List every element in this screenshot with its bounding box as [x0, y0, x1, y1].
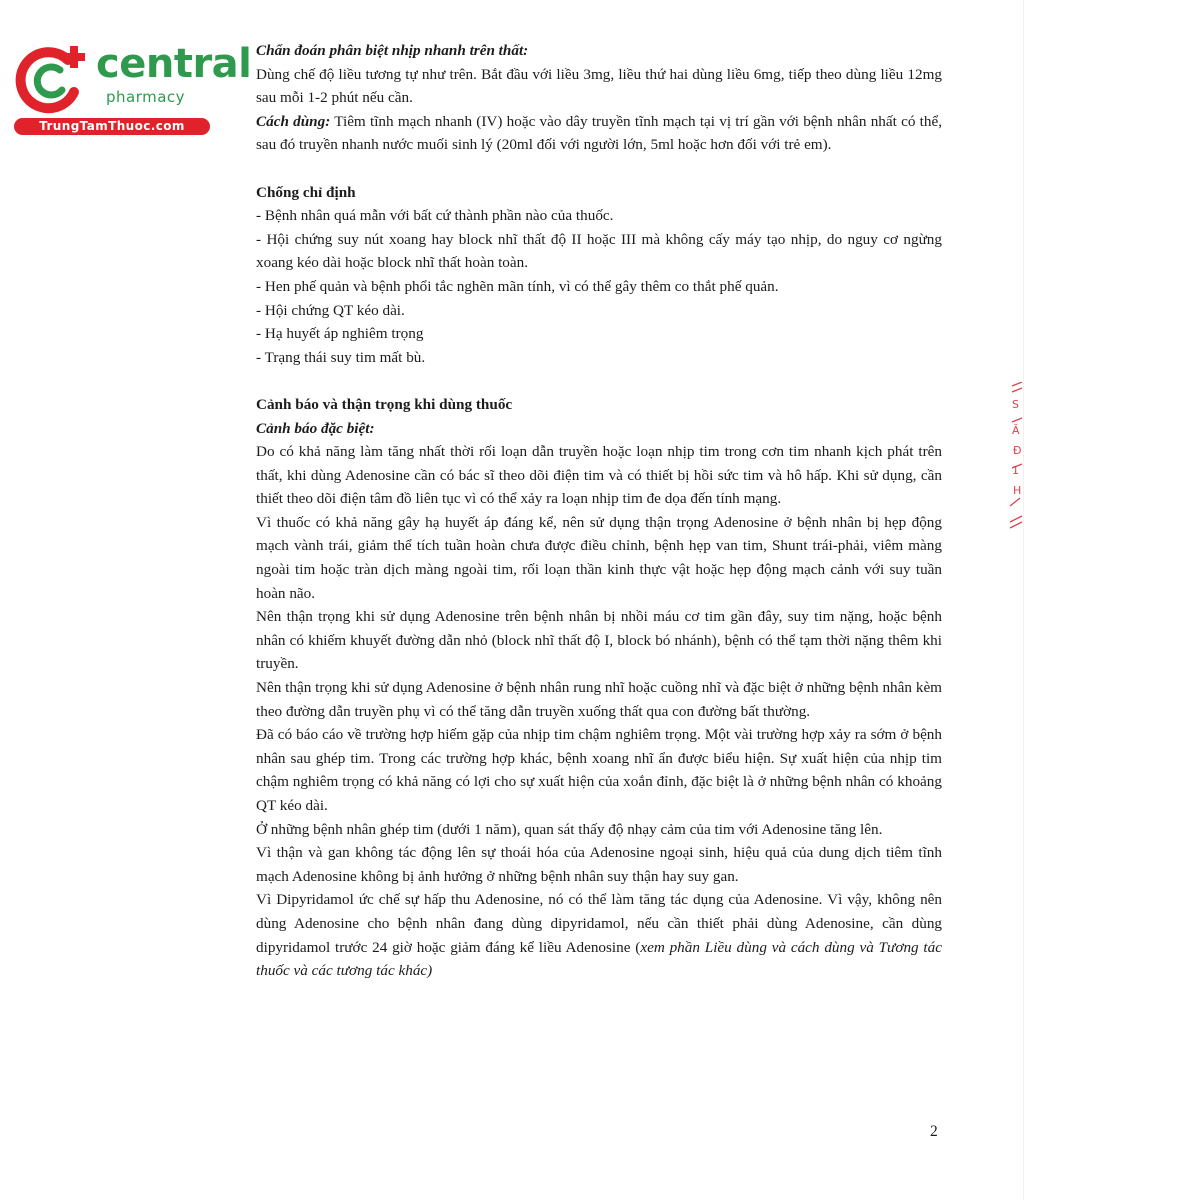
page-number: 2 — [930, 1123, 938, 1140]
cross-reference: xem phần Liều dùng và cách dùng và Tương tác thuốc và các tương tác khác) — [256, 938, 942, 980]
section-title-differential-diagnosis: Chẩn đoán phân biệt nhịp nhanh trên thất: — [256, 42, 529, 59]
usage-text: Tiêm tĩnh mạch nhanh (IV) hoặc vào dây truyền tĩnh mạch tại vị trí gần với bệnh nhân nhất có thể, sau đó truyền nhanh nước muối sinh lý (20ml đối với người lớn, 5ml hoặc hơn đối với trẻ em). — [256, 112, 942, 154]
contraindication-item: - Bệnh nhân quá mẫn với bất cứ thành phần nào của thuốc. — [256, 207, 614, 225]
logo-subtitle: pharmacy — [106, 88, 186, 106]
warning-paragraph: Đã có báo cáo về trường hợp hiếm gặp của nhịp tim chậm nghiêm trọng. Một vài trường hợp xảy ra sớm ở bệnh nhân sau ghép tim. Trong các trường hợp khác, bệnh xoang nhĩ ẩn được biểu hiện. Sự xuất hiện của nhịp tim chậm nghiêm trọng có khả năng có lợi cho sự xuất hiện của xoắn đỉnh, đặc biệt là ở những bệnh nhân có khoảng QT kéo dài. — [256, 726, 942, 814]
warning-paragraph-dipyridamol — [256, 888, 942, 982]
usage-paragraph — [256, 110, 942, 157]
scan-edge-line — [1023, 0, 1024, 1200]
warning-paragraph: Do có khả năng làm tăng nhất thời rối loạn dẫn truyền hoặc loạn nhịp tim trong cơn tim nhanh kịch phát trên thất, khi dùng Adenosine cần có bác sĩ theo dõi điện tim và có thiết bị hồi sức tim và hô hấp. Khi sử dụng, cần thiết theo dõi điện tâm đồ liên tục vì có thể xảy ra loạn nhịp tim đe dọa đến tính mạng. — [256, 443, 942, 508]
svg-text:1: 1 — [1012, 464, 1019, 477]
contraindication-item: - Hội chứng QT kéo dài. — [256, 301, 405, 319]
warnings-subtitle: Cảnh báo đặc biệt: — [256, 419, 375, 437]
contraindication-item: - Hội chứng suy nút xoang hay block nhĩ thất độ II hoặc III mà không cấy máy tạo nhịp, do nguy cơ ngừng xoang kéo dài hoặc block nhĩ thất hoàn toàn. — [256, 230, 942, 272]
contraindication-item: - Hạ huyết áp nghiêm trọng — [256, 325, 424, 343]
red-stamp-mark — [1000, 382, 1030, 532]
usage-label: Cách dùng: — [256, 112, 331, 130]
svg-text:S: S — [1012, 398, 1019, 411]
document-body — [256, 39, 942, 983]
warning-paragraph: Vì thuốc có khả năng gây hạ huyết áp đáng kể, nên sử dụng thận trọng Adenosine ở bệnh nhân bị hẹp động mạch vành trái, giảm thể tích tuần hoàn chưa được điều chỉnh, bệnh hẹp van tim, Shunt trái-phải, viêm màng ngoài tim hoặc tràn dịch màng ngoài tim, rối loạn thần kinh thực vật hoặc hẹp động mạch cảnh với suy tuần hoàn não. — [256, 513, 942, 602]
logo-name: central — [96, 41, 252, 87]
contraindication-item: - Trạng thái suy tim mất bù. — [256, 348, 426, 366]
svg-text:Đ: Đ — [1013, 444, 1022, 457]
pharmacy-logo-icon — [10, 40, 90, 120]
pharmacy-logo — [10, 38, 252, 138]
warning-paragraph: Nên thận trọng khi sử dụng Adenosine ở bệnh nhân rung nhĩ hoặc cuồng nhĩ và đặc biệt ở những bệnh nhân kèm theo đường dẫn truyền phụ vì có thể tăng dẫn truyền xuống thất qua con đường bất thường. — [256, 679, 942, 720]
contraindication-item: - Hen phế quản và bệnh phổi tắc nghẽn mãn tính, vì có thể gây thêm co thắt phế quản. — [256, 277, 779, 295]
dipyridamol-text: Vì Dipyridamol ức chế sự hấp thu Adenosine, nó có thể làm tăng tác dụng của Adenosine. Vì vậy, không nên dùng Adenosine cho bệnh nhân đang dùng dipyridamol, nếu cần thiết phải dùng Adenosine, cần dùng dipyridamol trước 24 giờ hoặc giảm đáng kể liều Adenosine ( — [256, 891, 942, 956]
logo-url-badge: TrungTamThuoc.com — [14, 118, 210, 135]
warning-paragraph: Ở những bệnh nhân ghép tim (dưới 1 năm), quan sát thấy độ nhạy cảm của tim với Adenosine tăng lên. — [256, 820, 883, 838]
contraindications-title: Chống chỉ định — [256, 183, 356, 201]
warnings-title: Cảnh báo và thận trọng khi dùng thuốc — [256, 395, 513, 413]
svg-text:H: H — [1013, 484, 1022, 497]
warning-paragraph: Nên thận trọng khi sử dụng Adenosine trên bệnh nhân bị nhồi máu cơ tim gần đây, suy tim nặng, hoặc bệnh nhân có khiếm khuyết đường dẫn nhỏ (block nhĩ thất độ I, block bó nhánh), bệnh có thể tạm thời nặng thêm khi truyền. — [256, 608, 942, 673]
differential-diagnosis-text: Dùng chế độ liều tương tự như trên. Bắt đầu với liều 3mg, liều thứ hai dùng liều 6mg, tiếp theo dùng liều 12mg sau mỗi 1-2 phút nếu cần. — [256, 65, 942, 107]
svg-text:Ă: Ă — [1012, 424, 1020, 437]
warning-paragraph: Vì thận và gan không tác động lên sự thoái hóa của Adenosine ngoại sinh, hiệu quả của dung dịch tiêm tĩnh mạch Adenosine không bị ảnh hưởng ở những bệnh nhân suy thận hay suy gan. — [256, 844, 942, 885]
